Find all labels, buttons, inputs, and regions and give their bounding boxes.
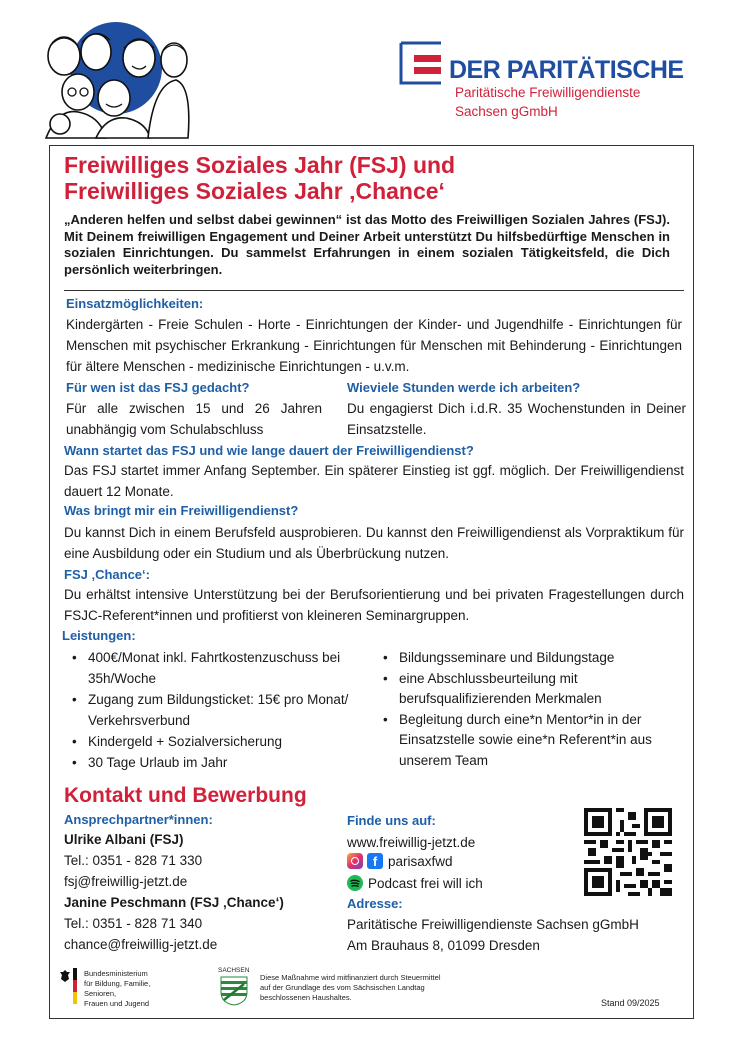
person2-mail[interactable]: chance@freiwillig-jetzt.de: [64, 937, 218, 952]
fuerwen-heading: Für wen ist das FSJ gedacht?: [66, 380, 250, 395]
leistungen-right-list: [377, 648, 689, 771]
divider: [64, 290, 684, 291]
bringt-text: Du kannst Dich in einem Berufsfeld ausprobieren. Du kannst den Freiwilligendienst als Vorpraktikum für eine Ausbildung oder ein Studium und als Überbrückung nutzen.: [64, 525, 684, 561]
logo-line2: Sachsen gGmbH: [455, 104, 558, 119]
list-item: • Bildungsseminare und Bildungstage: [377, 648, 689, 669]
person1-mail[interactable]: fsj@freiwillig-jetzt.de: [64, 874, 188, 889]
ansprech-heading: Ansprechpartner*innen:: [64, 812, 213, 827]
social-handle[interactable]: parisaxfwd: [388, 854, 453, 869]
list-item: • Begleitung durch eine*n Mentor*in in der Einsatzstelle sowie eine*n Referent*in aus unserem Team: [377, 710, 689, 772]
einsatz-heading: Einsatzmöglichkeiten:: [66, 296, 204, 311]
kontakt-heading: Kontakt und Bewerbung: [64, 784, 307, 807]
instagram-icon[interactable]: [347, 853, 363, 869]
person2-tel[interactable]: Tel.: 0351 - 828 71 340: [64, 916, 203, 931]
podcast-link[interactable]: Podcast frei will ich: [368, 876, 483, 891]
adresse-line1: Paritätische Freiwilligendienste Sachsen gGmbH: [347, 917, 639, 932]
list-item: • 30 Tage Urlaub im Jahr: [66, 753, 376, 774]
stunden-heading: Wieviele Stunden werde ich arbeiten?: [347, 380, 581, 395]
adresse-heading: Adresse:: [347, 896, 403, 911]
finde-heading: Finde uns auf:: [347, 813, 436, 828]
title-line1: Freiwilliges Soziales Jahr (FSJ) und: [64, 152, 456, 178]
flag-stripe: [73, 968, 77, 1004]
chance-heading: FSJ ‚Chance‘:: [64, 567, 150, 582]
stunden-text: Du engagierst Dich i.d.R. 35 Wochenstunden in Deiner Einsatzstelle.: [347, 401, 686, 437]
person1-tel[interactable]: Tel.: 0351 - 828 71 330: [64, 853, 203, 868]
title-line2: Freiwilliges Soziales Jahr ‚Chance‘: [64, 178, 445, 204]
fuerwen-text: Für alle zwischen 15 und 26 Jahren unabhängig vom Schulabschluss: [66, 401, 322, 437]
funding-note: Diese Maßnahme wird mitfinanziert durch Steuermittel auf der Grundlage des vom Sächsischen Landtag beschlossenen Haushaltes.: [260, 973, 441, 1002]
facebook-icon[interactable]: f: [367, 853, 383, 869]
adresse-line2: Am Brauhaus 8, 01099 Dresden: [347, 938, 540, 953]
logo-line1: Paritätische Freiwilligendienste: [455, 85, 641, 100]
start-text: Das FSJ startet immer Anfang September. Ein späterer Einstieg ist ggf. möglich. Der Freiwilligendienst dauert 12 Monate.: [64, 463, 684, 499]
eagle-icon: [60, 969, 70, 981]
list-item: • eine Abschlussbeurteilung mit berufsqualifizierenden Merkmalen: [377, 669, 689, 710]
person2-name: Janine Peschmann (FSJ ‚Chance‘): [64, 895, 284, 910]
person1-name: Ulrike Albani (FSJ): [64, 832, 184, 847]
list-item: • 400€/Monat inkl. Fahrtkostenzuschuss bei 35h/Woche: [66, 648, 376, 689]
page-title: [64, 152, 684, 204]
paritaetische-logo-icon: [398, 40, 444, 86]
paritaetische-logo: [398, 40, 698, 120]
website-link[interactable]: www.freiwillig-jetzt.de: [347, 835, 476, 850]
start-heading: Wann startet das FSJ und wie lange dauert der Freiwilligendienst?: [64, 443, 474, 458]
list-item: • Kindergeld + Sozialversicherung: [66, 732, 376, 753]
bringt-heading: Was bringt mir ein Freiwilligendienst?: [64, 503, 299, 518]
intro-text: „Anderen helfen und selbst dabei gewinnen“ ist das Motto des Freiwilligen Sozialen Jahres (FSJ). Mit Deinem freiwilligen Engagement und Deiner Arbeit unterstützt Du hilfsbedürftige Menschen in sozialen Einrichtungen. Du sammelst Erfahrungen in einem sozialen Tätigkeitsfeld, die Dich persönlich weiterbringen.: [64, 212, 670, 277]
leistungen-heading: Leistungen:: [62, 628, 136, 643]
chance-text: Du erhältst intensive Unterstützung bei der Berufsorientierung und bei privaten Fragestellungen durch FSJC-Referent*innen und profitierst von kleineren Seminargruppen.: [64, 587, 684, 623]
logo-name: DER PARITÄTISCHE: [449, 56, 684, 84]
einsatz-text: Kindergärten - Freie Schulen - Horte - Einrichtungen der Kinder- und Jugendhilfe - Einrichtungen für Menschen mit psychischer Erkrankung - Einrichtungen für Menschen mit Behinderung - Einrichtungen für ältere Menschen - medizinische Einrichtungen - u.v.m.: [66, 317, 682, 374]
spotify-icon[interactable]: [347, 875, 363, 891]
stand-date: Stand 09/2025: [601, 998, 660, 1008]
people-illustration: [36, 12, 196, 140]
list-item: • Zugang zum Bildungsticket: 15€ pro Monat/ Verkehrsverbund: [66, 690, 376, 731]
leistungen-left-list: [66, 648, 376, 773]
sachsen-coat-of-arms: [220, 976, 248, 1006]
qr-code[interactable]: [584, 808, 672, 896]
sachsen-label: SACHSEN: [218, 967, 250, 974]
ministry-text: Bundesministerium für Bildung, Familie, Senioren, Frauen und Jugend: [84, 969, 151, 1008]
